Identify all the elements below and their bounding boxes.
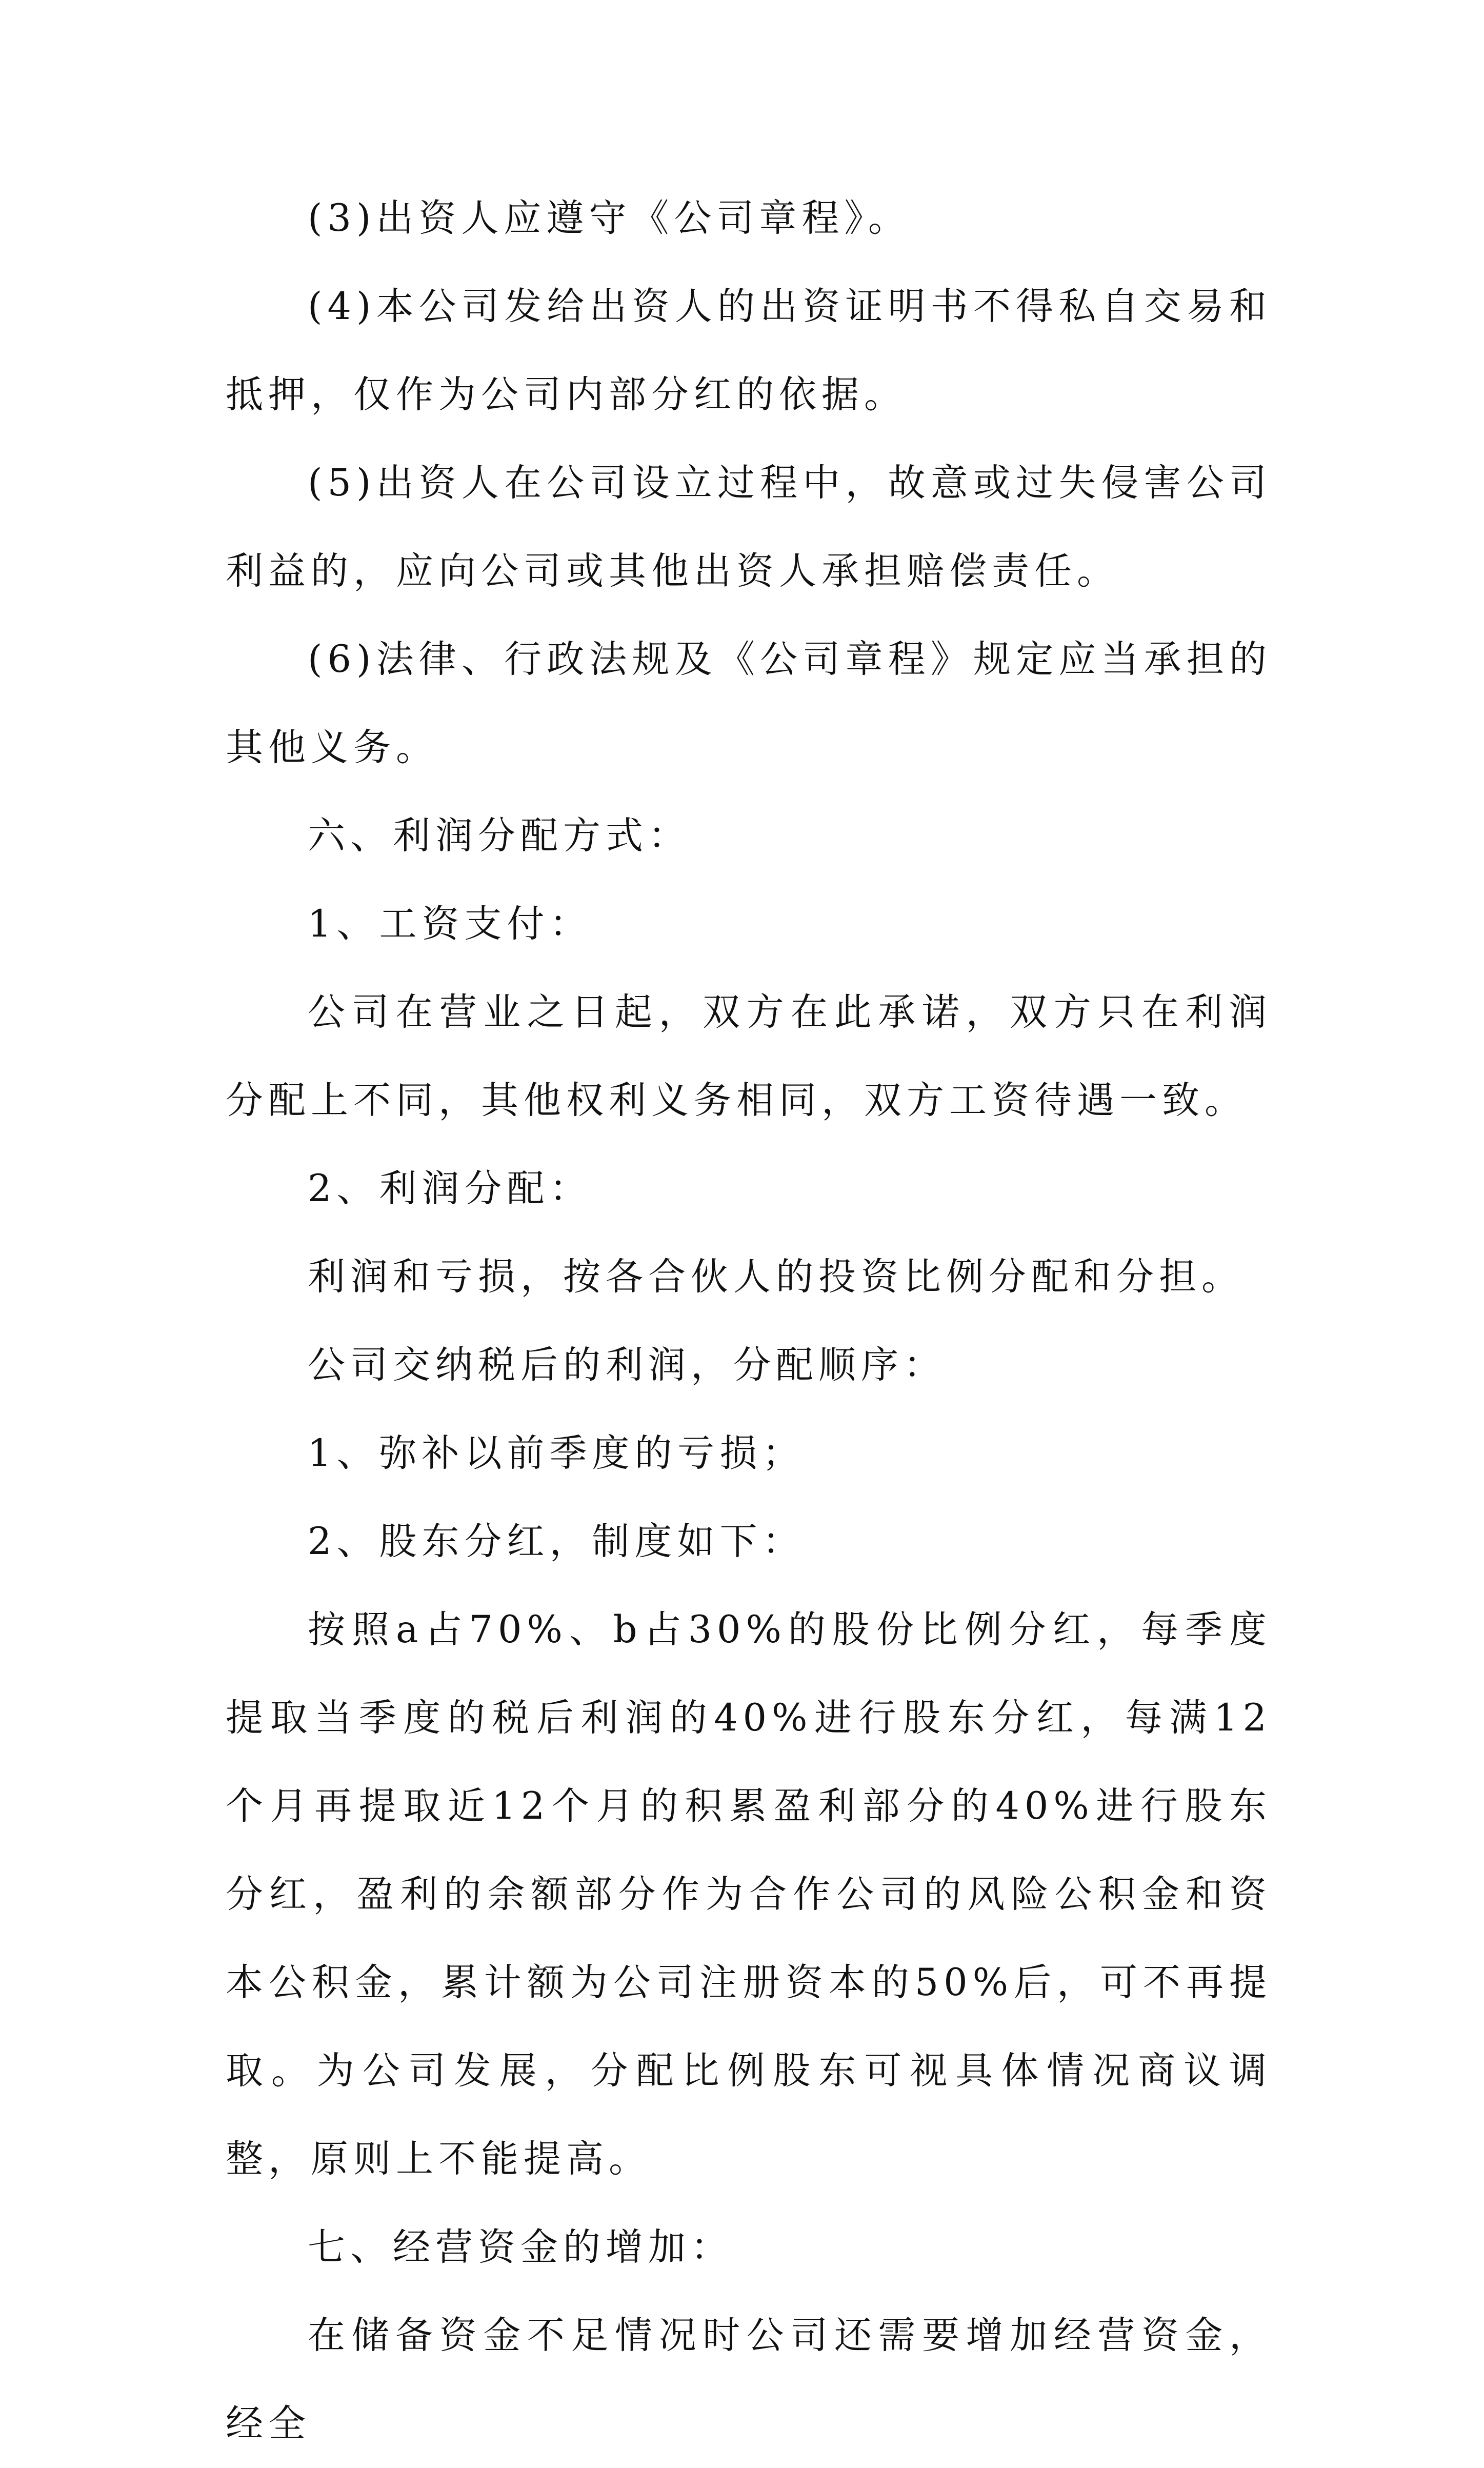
- document-body: [226, 174, 1272, 2468]
- section-heading-capital-increase: 七、经营资金的增加：: [308, 2225, 733, 2269]
- section-heading-profit-distribution: 六、利润分配方式：: [308, 814, 691, 858]
- paragraph-distribution-order: 公司交纳税后的利润，分配顺序：: [308, 1343, 946, 1387]
- subheading-salary-payment: 1、工资支付：: [308, 902, 592, 946]
- paragraph-dividend-rules: 按照a占70%、b占30%的股份比例分红，每季度提取当季度的税后利润的40%进行股东分红，每满12个月再提取近12个月的积累盈利部分的40%进行股东分红，盈利的余额部分作为合作公司的风险公积金和资本公积金，累计额为公司注册资本的50%后，可不再提取。为公司发展，分配比例股东可视具体情况商议调整，原则上不能提高。: [226, 1608, 1272, 2181]
- paragraph-obligation-6: (6)法律、行政法规及《公司章程》规定应当承担的其他义务。: [226, 638, 1272, 769]
- list-item-cover-losses: 1、弥补以前季度的亏损；: [308, 1431, 805, 1475]
- paragraph-capital-increase: 在储备资金不足情况时公司还需要增加经营资金，经全: [226, 2314, 1272, 2445]
- paragraph-obligation-5: (5)出资人在公司设立过程中，故意或过失侵害公司利益的，应向公司或其他出资人承担赔偿责任。: [226, 461, 1272, 593]
- paragraph-obligation-4: (4)本公司发给出资人的出资证明书不得私自交易和抵押，仅作为公司内部分红的依据。: [226, 285, 1272, 416]
- paragraph-salary-terms: 公司在营业之日起，双方在此承诺，双方只在利润分配上不同，其他权利义务相同，双方工资待遇一致。: [226, 990, 1272, 1122]
- list-item-dividends: 2、股东分红，制度如下：: [308, 1520, 805, 1563]
- paragraph-profit-loss-sharing: 利润和亏损，按各合伙人的投资比例分配和分担。: [308, 1255, 1244, 1299]
- subheading-profit-distribution: 2、利润分配：: [308, 1167, 592, 1210]
- paragraph-obligation-3: (3)出资人应遵守《公司章程》。: [308, 196, 911, 240]
